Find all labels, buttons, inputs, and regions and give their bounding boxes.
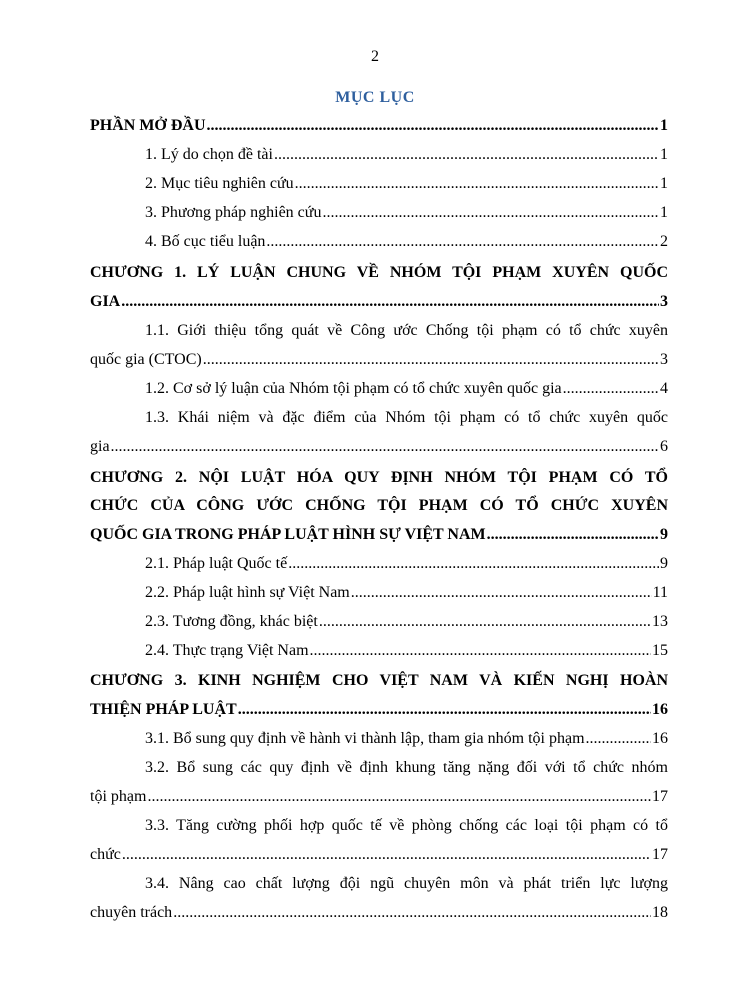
toc-entry-text-line1: CHƯƠNG 3. KINH NGHIỆM CHO VIỆT NAM VÀ KIẾN NGHỊ HOÀN [90, 672, 668, 689]
toc-entry-page: 2 [660, 233, 668, 250]
dot-leader [111, 438, 659, 456]
toc-entry-page: 9 [660, 526, 668, 543]
dot-leader [207, 117, 659, 135]
toc-entry-text-line2: CHỨC CỦA CÔNG ƯỚC CHỐNG TỘI PHẠM CÓ TỔ CHỨC XUYÊN [90, 497, 668, 514]
toc-entry-line2 [90, 438, 668, 456]
toc-entry-page: 18 [652, 904, 668, 921]
dot-leader [173, 904, 651, 922]
toc-entry-page: 1 [660, 175, 668, 192]
toc-title: MỤC LỤC [335, 89, 415, 106]
toc-entry-text: 2.1. Pháp luật Quốc tế [145, 555, 288, 572]
toc-entry-page: 1 [660, 117, 668, 134]
toc-entry-page: 4 [660, 380, 668, 397]
toc-entry-text-line2: THIỆN PHÁP LUẬT [90, 701, 237, 718]
toc-entry-text-line1: 1.1. Giới thiệu tổng quát về Công ước Chống tội phạm có tổ chức xuyên [145, 322, 668, 339]
dot-leader [563, 380, 659, 398]
toc-entry-text: 4. Bố cục tiểu luận [145, 233, 266, 250]
toc-entry-3-1[interactable] [145, 730, 668, 748]
toc-entry-2[interactable] [145, 175, 668, 193]
toc-entry-page: 6 [660, 438, 668, 455]
toc-entry-page: 17 [652, 788, 668, 805]
toc-entry-page: 3 [660, 351, 668, 368]
toc-entry-text: 2.4. Thực trạng Việt Nam [145, 642, 309, 659]
toc-entry-page: 1 [660, 146, 668, 163]
toc-entry-page: 16 [652, 701, 668, 718]
dot-leader [310, 642, 651, 660]
dot-leader [121, 293, 659, 311]
toc-entry-text-line2: GIA [90, 293, 121, 310]
toc-entry-page: 17 [652, 846, 668, 863]
dot-leader [122, 846, 651, 864]
toc-entry-line2 [90, 904, 668, 922]
dot-leader [288, 555, 659, 573]
toc-entry-text-line3: QUỐC GIA TRONG PHÁP LUẬT HÌNH SỰ VIỆT NAM [90, 526, 486, 543]
toc-entry-page: 9 [660, 555, 668, 572]
toc-entry-text-line2: chuyên trách [90, 904, 173, 921]
toc-entry-text: 2.3. Tương đồng, khác biệt [145, 613, 318, 630]
toc-entry-line2 [90, 293, 668, 311]
toc-entry-text-line2: quốc gia (CTOC) [90, 351, 202, 368]
toc-entry-text-line1: 1.3. Khái niệm và đặc điểm của Nhóm tội phạm có tổ chức xuyên quốc [145, 409, 668, 426]
toc-entry-2-2[interactable] [145, 584, 668, 602]
dot-leader [351, 584, 652, 602]
toc-entry-2-1[interactable] [145, 555, 668, 573]
toc-entry-text: 1.2. Cơ sở lý luận của Nhóm tội phạm có tổ chức xuyên quốc gia [145, 380, 562, 397]
toc-entry-2-3[interactable] [145, 613, 668, 631]
toc-entry-4[interactable] [145, 233, 668, 251]
toc-entry-3[interactable] [145, 204, 668, 222]
toc-entry-line2 [90, 846, 668, 864]
toc-entry-text: 3. Phương pháp nghiên cứu [145, 204, 322, 221]
toc-entry-1[interactable] [145, 146, 668, 164]
toc-entry-page: 1 [660, 204, 668, 221]
toc-entry-page: 3 [660, 293, 668, 310]
toc-entry-text: 3.1. Bổ sung quy định về hành vi thành lập, tham gia nhóm tội phạm [145, 730, 585, 747]
dot-leader [203, 351, 659, 369]
dot-leader [319, 613, 651, 631]
toc-entry-text-line1: 3.3. Tăng cường phối hợp quốc tế về phòng chống các loại tội phạm có tổ [145, 817, 668, 834]
toc-entry-page: 11 [652, 584, 668, 601]
toc-entry-line2 [90, 351, 668, 369]
toc-entry-line2 [90, 788, 668, 806]
toc-entry-line2 [90, 701, 668, 719]
dot-leader [274, 146, 659, 164]
toc-entry-text-line2: chức [90, 846, 121, 863]
toc-entry-text: 2.2. Pháp luật hình sự Việt Nam [145, 584, 350, 601]
dot-leader [266, 233, 659, 251]
dot-leader [322, 204, 659, 222]
toc-entry-page: 15 [652, 642, 668, 659]
toc-entry-page: 13 [652, 613, 668, 630]
toc-entry-1-2[interactable] [145, 380, 668, 398]
dot-leader [295, 175, 659, 193]
dot-leader [586, 730, 651, 748]
page-number: 2 [371, 48, 379, 65]
toc-entry-intro[interactable] [90, 117, 668, 135]
toc-entry-text-line2: gia [90, 438, 110, 455]
toc-entry-line3 [90, 526, 668, 544]
toc-entry-page: 16 [652, 730, 668, 747]
toc-entry-text-line1: 3.2. Bổ sung các quy định về định khung tăng nặng đối với tổ chức nhóm [145, 759, 668, 776]
toc-entry-text-line1: CHƯƠNG 2. NỘI LUẬT HÓA QUY ĐỊNH NHÓM TỘI PHẠM CÓ TỔ [90, 469, 668, 486]
toc-entry-text-line1: 3.4. Nâng cao chất lượng đội ngũ chuyên môn và phát triển lực lượng [145, 875, 668, 892]
toc-entry-text: 1. Lý do chọn đề tài [145, 146, 273, 163]
toc-entry-2-4[interactable] [145, 642, 668, 660]
toc-entry-text-line2: tội phạm [90, 788, 147, 805]
toc-entry-text-line1: CHƯƠNG 1. LÝ LUẬN CHUNG VỀ NHÓM TỘI PHẠM XUYÊN QUỐC [90, 264, 668, 281]
toc-entry-text: PHẦN MỞ ĐẦU [90, 117, 206, 134]
dot-leader [147, 788, 651, 806]
dot-leader [238, 701, 651, 719]
toc-entry-text: 2. Mục tiêu nghiên cứu [145, 175, 294, 192]
dot-leader [487, 526, 659, 544]
